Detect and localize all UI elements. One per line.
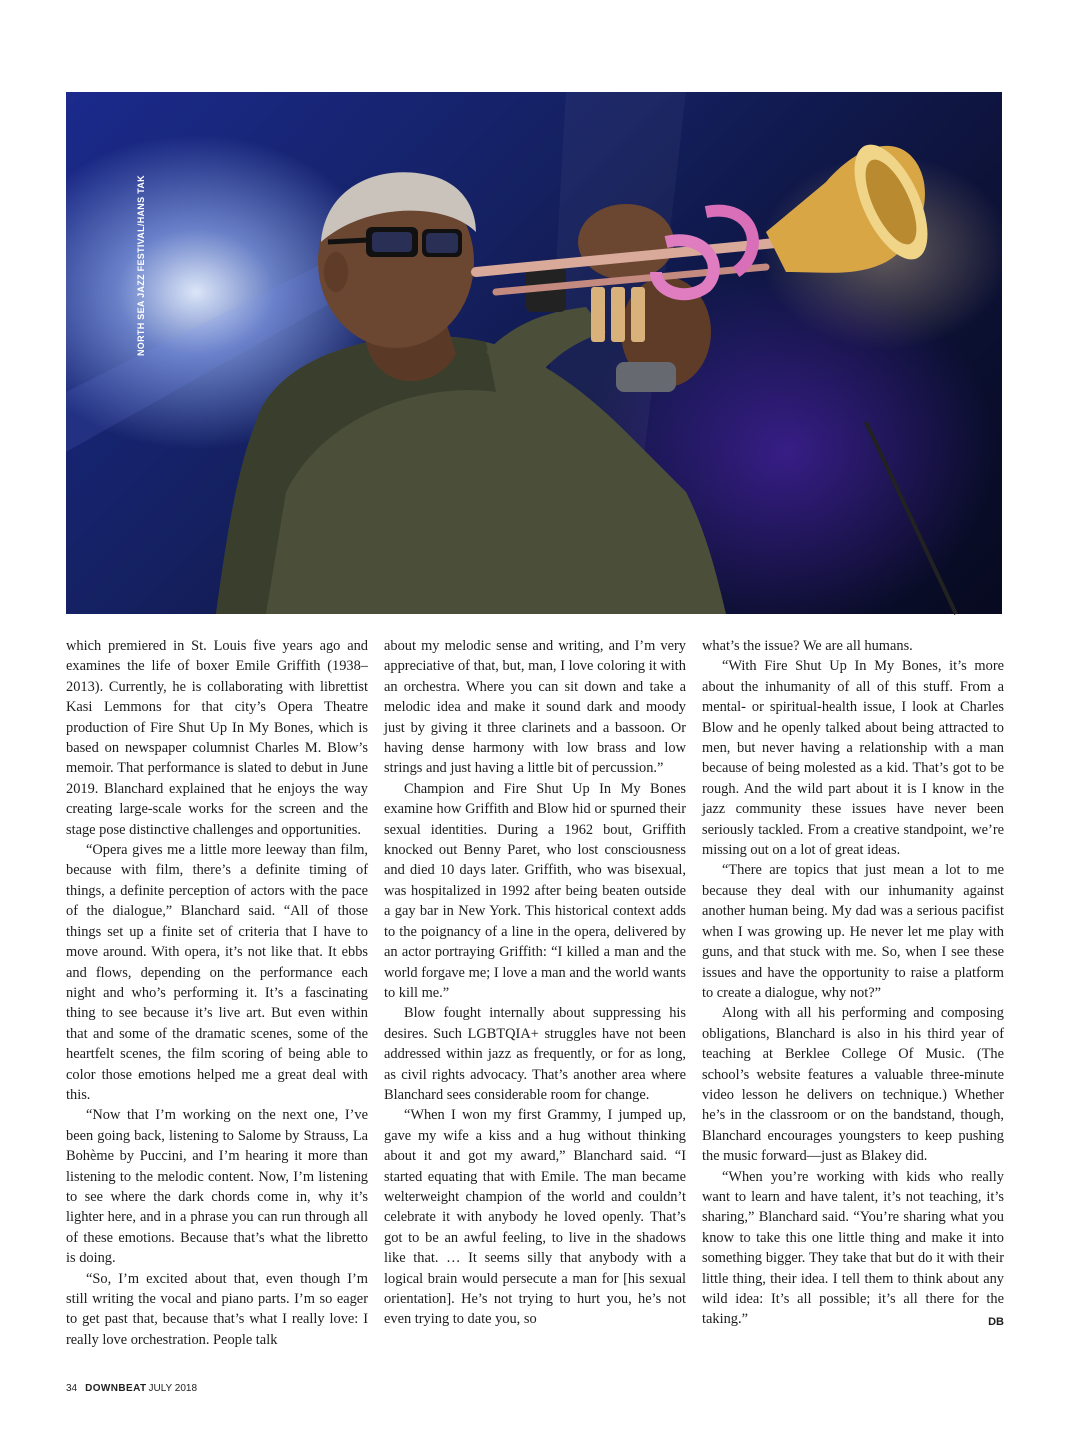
page-number: 34	[66, 1383, 78, 1394]
paragraph: “Now that I’m working on the next one, I’ve been going back, listening to Salome by Strauss, La Bohème by Puccini, and I’m hearing it more than listening to the melodic content. Now, I’m listening to see where the dark chords come in, why it’s lighter here, and in a phrase you can run through all of these emotions. Because that’s what the libretto is doing.	[66, 1107, 368, 1267]
paragraph: “With Fire Shut Up In My Bones, it’s more about the inhumanity of all of this stuff. From a mental- or spiritual-health issue, I look at Charles Blow and he openly talked about being attracted to men, but never having a relationship with a man because of being molested as a kid. That’s got to be rough. And the wild part about it is I know in the jazz community these issues have never been seriously tackled. From a creative standpoint, we’re missing out on a lot of great ideas.	[702, 658, 1004, 859]
page-footer	[66, 1383, 197, 1394]
paragraph: which premiered in St. Louis five years ago and examines the life of boxer Emile Griffith (1938–2013). Currently, he is collaborating with librettist Kasi Lemmons for that city’s Opera Theatre production of Fire Shut Up In My Bones, which is based on newspaper columnist Charles M. Blow’s memoir. That performance is slated to debut in June 2019. Blanchard explained that he enjoys the way creating large-scale works for the screen and the stage pose distinctive challenges and opportunities.	[66, 638, 368, 838]
paragraph: “There are topics that just mean a lot to me because they deal with our inhumanity against another human being. My dad was a serious pacifist when I was growing up. He never let me play with guns, and that stuck with me. So, when I see these issues and have the opportunity to raise a platform to create a dialogue, why not?”	[702, 862, 1004, 1001]
article-column-3	[702, 636, 1004, 1333]
magazine-name: DOWNBEAT	[85, 1383, 147, 1394]
paragraph: “Opera gives me a little more leeway than film, because with film, there’s a definite timing of things, a definite perception of actors with the pace of the dialogue,” Blanchard said. “All of those things set up a finite set of criteria that I have to move around. With opera, it’s not like that. It ebbs and flows, depending on the performance each night and who’s performing it. It’s a fascinating thing to see because it’s live art. But even within that and some of the dramatic scenes, some of the heartfelt scenes, the film scoring of being able to color those emotions helped me a great deal with this.	[66, 842, 368, 1103]
article-column-2	[384, 636, 686, 1330]
paragraph: what’s the issue? We are all humans.	[702, 638, 913, 654]
final-paragraph-text: “When you’re working with kids who really want to learn and have talent, it’s not teaching, it’s sharing,” Blanchard said. “You’re sharing what you know to take this one little thing and make it into something bigger. They take that but do it with their little thing, their idea. I tell them to think about any wild idea: It’s all possible; it’s all there for the taking.”	[702, 1168, 1004, 1328]
paragraph: Along with all his performing and composing obligations, Blanchard is also in his third year of teaching at Berklee College Of Music. (The school’s website features a valuable three-minute video lesson he delivers on technique.) Whether he’s in the classroom or on the bandstand, though, Blanchard encourages youngsters to keep pushing the music forward—just as Blakey did.	[702, 1005, 1004, 1165]
photo-credit: NORTH SEA JAZZ FESTIVAL/HANS TAK	[136, 175, 146, 356]
trumpet-player-illustration	[66, 92, 1002, 614]
issue-date: JULY 2018	[148, 1383, 198, 1394]
paragraph-final	[702, 1167, 1004, 1330]
photo-caption: Blanchard sees social issues in American life that jazz has yet to fully address.	[138, 689, 569, 701]
article-column-1	[66, 636, 368, 1350]
paragraph: about my melodic sense and writing, and I’m very appreciative of that, but, man, I love coloring it with an orchestra. Where you can sit down and take a melodic idea and make it sound dark and moody just by giving it three clarinets and a bassoon. Or having dense harmony with low brass and low strings and just having a little bit of percussion.”	[384, 638, 686, 777]
paragraph: Champion and Fire Shut Up In My Bones examine how Griffith and Blow hid or spurned their sexual identities. During a 1962 bout, Griffith knocked out Benny Paret, who lost consciousness and died 10 days later. Griffith, who was bisexual, was hospitalized in 1992 after being beaten outside a gay bar in New York. This historical context adds to the poignancy of a line in the opera, delivered by an actor portraying Griffith: “I killed a man and the world forgave me; I love a man and the world wants to kill me.”	[384, 780, 686, 1001]
paragraph: “When I won my first Grammy, I jumped up, gave my wife a kiss and a hug without thinking about it and got my award,” Blanchard said. “I started equating that with Emile. The man became welterweight champion of the world and couldn’t celebrate it with anybody he loved openly. That’s got to be an awful feeling, to live in the shadows like that. … It seems silly that anybody with a logical brain would persecute a man for [his sexual orientation]. He’s not trying to hurt you, he’s not even trying to date you, so	[384, 1107, 686, 1328]
end-mark: DB	[988, 1316, 1004, 1329]
paragraph: Blow fought internally about suppressing his desires. Such LGBTQIA+ struggles have not been addressed within jazz as frequently, or for as long, as civil rights advocacy. That’s another area where Blanchard sees considerable room for change.	[384, 1005, 686, 1103]
paragraph: “So, I’m excited about that, even though I’m still writing the vocal and piano parts. I’m so eager to get past that, because that’s what I really love: I really love orchestration. People talk	[66, 1270, 368, 1348]
